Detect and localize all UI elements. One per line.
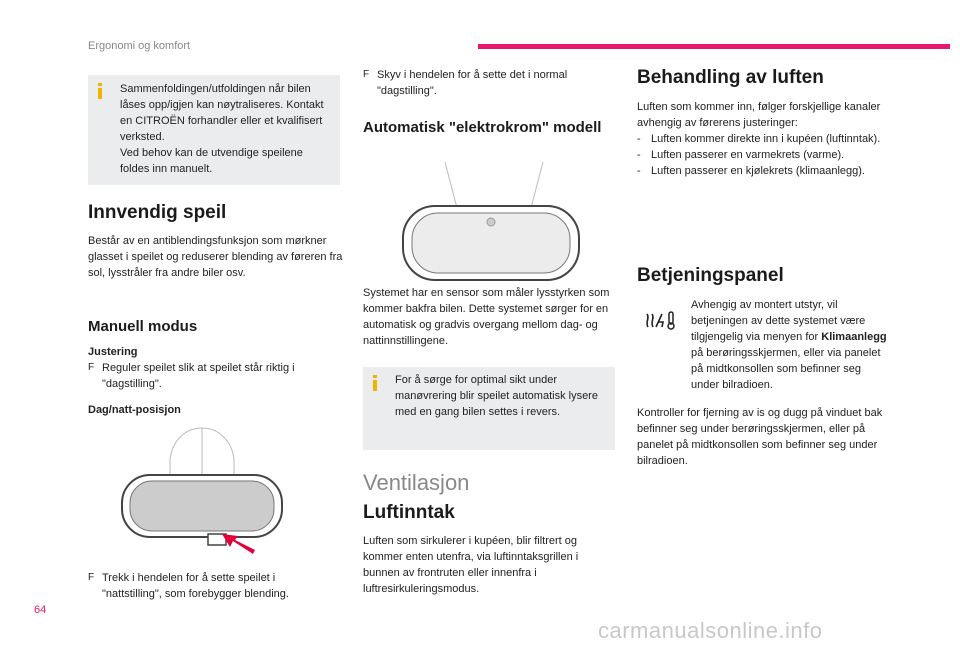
header-accent-bar <box>478 44 950 49</box>
night-bullet-text: Trekk i hendelen for å sette speilet i "nattstilling", som forebygger blending. <box>102 572 289 600</box>
climate-control-icon <box>645 310 679 330</box>
info-icon <box>98 83 102 97</box>
adjust-label: Justering <box>88 346 138 358</box>
list-item: - Luften kommer direkte inn i kupéen (luftinntak). <box>637 133 881 145</box>
manual-mirror-illustration <box>110 420 285 560</box>
list-item: - Luften passerer en kjølekrets (klimaanlegg). <box>637 165 865 177</box>
electrochrome-mirror-illustration <box>395 160 585 285</box>
section-header: Ergonomi og komfort <box>88 40 191 52</box>
reverse-note-text: For å sørge for optimal sikt under manøvrering blir speilet automatisk lysere med en gang bilen settes i revers. <box>395 374 598 418</box>
inside-mirror-text: Består av en antiblendingsfunksjon som mørkner glasset i speilet og reduserer blending av føreren fra sol, lysstråler fra andre biler osv. <box>88 235 343 279</box>
air-intro: Luften som kommer inn, følger forskjellige kanaler avhengig av førerens justeringer: <box>637 101 881 129</box>
adjust-bullet-text: Reguler speilet slik at speilet står riktig i "dagstilling". <box>102 362 295 390</box>
adjust-bullet <box>88 360 338 392</box>
bullet-icon: F <box>363 69 370 80</box>
info-note <box>88 75 340 185</box>
night-bullet <box>88 570 328 602</box>
day-bullet-text: Skyv i hendelen for å sette det i normal "dagstilling". <box>377 69 568 97</box>
day-bullet <box>363 67 608 99</box>
list-item: - Luften passerer en varmekrets (varme). <box>637 149 845 161</box>
bullet-icon: F <box>88 362 95 373</box>
info-icon <box>373 375 377 389</box>
air-intake-text: Luften som sirkulerer i kupéen, blir filtrert og kommer enten utenfra, via luftinntaksgrillen i bunnen av frontruten eller innenfra i luftresirkuleringsmodus. <box>363 535 579 595</box>
reverse-note <box>363 367 615 450</box>
page-number: 64 <box>34 604 47 616</box>
heading-auto-model: Automatisk "elektrokrom" modell <box>363 119 602 136</box>
auto-text: Systemet har en sensor som måler lysstyrken som kommer bakfra bilen. Dette systemet sørger for en automatisk og gradvis overgang mellom dag- og nattinnstillingene. <box>363 287 610 347</box>
panel-footer-text: Kontroller for fjerning av is og dugg på vinduet bak befinner seg under berøringsskjermen, eller på panelet på midtkonsollen som befinner seg under bilradioen. <box>637 407 883 467</box>
heading-control-panel: Betjeningspanel <box>637 265 784 286</box>
heading-inside-mirror: Innvendig speil <box>88 202 227 223</box>
daynight-label: Dag/natt-posisjon <box>88 404 181 416</box>
watermark: carmanualsonline.info <box>598 618 823 643</box>
panel-text: Avhengig av montert utstyr, vil betjeningen av dette systemet være tilgjengelig via menyen for Klimaanlegg på berøringsskjermen, eller via panelet på midtkonsollen som befinner seg under bilradioen. <box>691 299 887 391</box>
heading-air-treatment: Behandling av luften <box>637 67 824 88</box>
heading-manual-mode: Manuell modus <box>88 318 198 335</box>
bullet-icon: F <box>88 572 95 583</box>
heading-ventilation: Ventilasjon <box>363 470 470 495</box>
heading-air-intake: Luftinntak <box>363 502 455 523</box>
note-text: Sammenfoldingen/utfoldingen når bilen låses opp/igjen kan nøytraliseres. Kontakt en CITROËN forhandler eller et kvalifisert verksted. Ved behov kan de utvendige speilene foldes inn manuelt. <box>120 83 324 175</box>
air-list <box>637 131 897 179</box>
